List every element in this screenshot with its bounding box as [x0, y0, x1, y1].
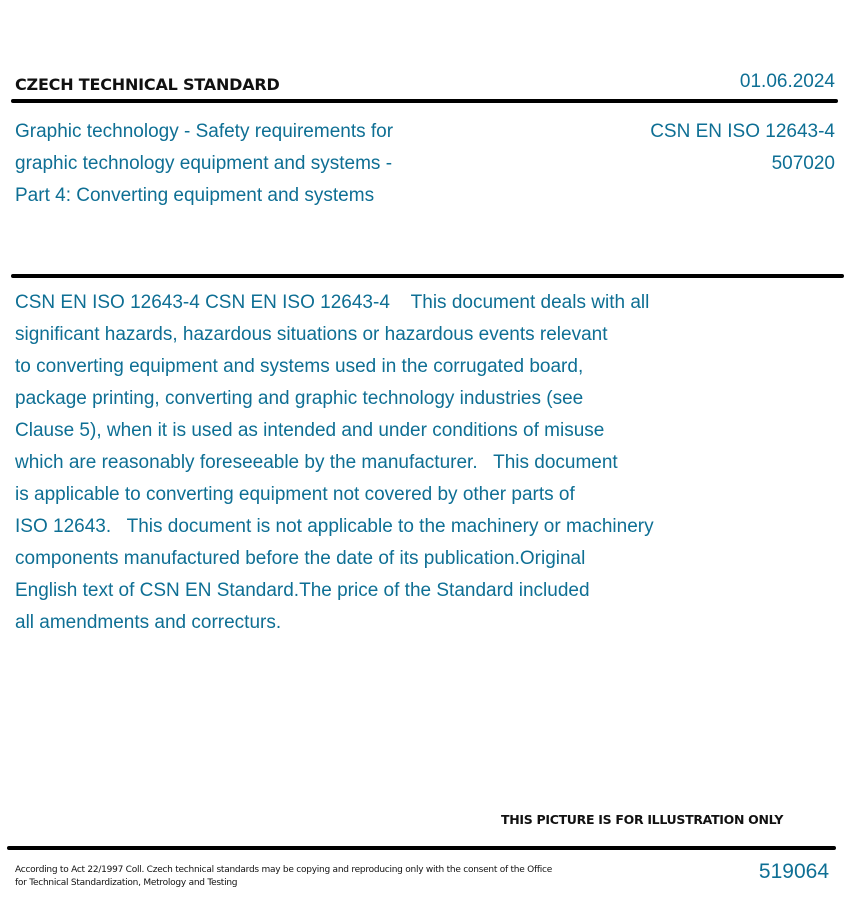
legal-line: According to Act 22/1997 Coll. Czech technical standards may be copying and reproducing only with the consent of the Office: [15, 865, 553, 875]
standard-identifier: [650, 116, 835, 180]
legal-notice: [15, 864, 595, 890]
title-divider: [11, 274, 844, 278]
abstract-line: English text of CSN EN Standard.The price of the Standard included: [15, 580, 590, 601]
abstract-line: package printing, converting and graphic technology industries (see: [15, 388, 584, 409]
abstract-line: all amendments and correcturs.: [15, 612, 282, 633]
classification-number: 507020: [771, 153, 835, 174]
header-divider: [11, 99, 838, 103]
catalog-number: 519064: [758, 860, 829, 883]
publication-date: 01.06.2024: [739, 71, 835, 92]
title-line: graphic technology equipment and systems -: [15, 153, 393, 174]
document-title: [15, 116, 475, 212]
abstract-line: ISO 12643. This document is not applicable to the machinery or machinery: [15, 516, 654, 537]
legal-line: for Technical Standardization, Metrology and Testing: [15, 878, 238, 888]
document-type-heading: CZECH TECHNICAL STANDARD: [15, 75, 280, 94]
illustration-disclaimer: THIS PICTURE IS FOR ILLUSTRATION ONLY: [501, 812, 784, 827]
title-line: Graphic technology - Safety requirements for: [15, 121, 394, 142]
abstract-text: [15, 287, 755, 639]
abstract-line: which are reasonably foreseeable by the manufacturer. This document: [15, 452, 618, 473]
abstract-line: CSN EN ISO 12643-4 CSN EN ISO 12643-4 This document deals with all: [15, 292, 650, 313]
title-line: Part 4: Converting equipment and systems: [15, 185, 375, 206]
footer-divider: [7, 846, 836, 850]
abstract-line: to converting equipment and systems used in the corrugated board,: [15, 356, 584, 377]
abstract-line: significant hazards, hazardous situations or hazardous events relevant: [15, 324, 608, 345]
abstract-line: is applicable to converting equipment not covered by other parts of: [15, 484, 575, 505]
standard-code: CSN EN ISO 12643-4: [650, 121, 835, 142]
abstract-line: components manufactured before the date of its publication.Original: [15, 548, 586, 569]
abstract-line: Clause 5), when it is used as intended and under conditions of misuse: [15, 420, 605, 441]
